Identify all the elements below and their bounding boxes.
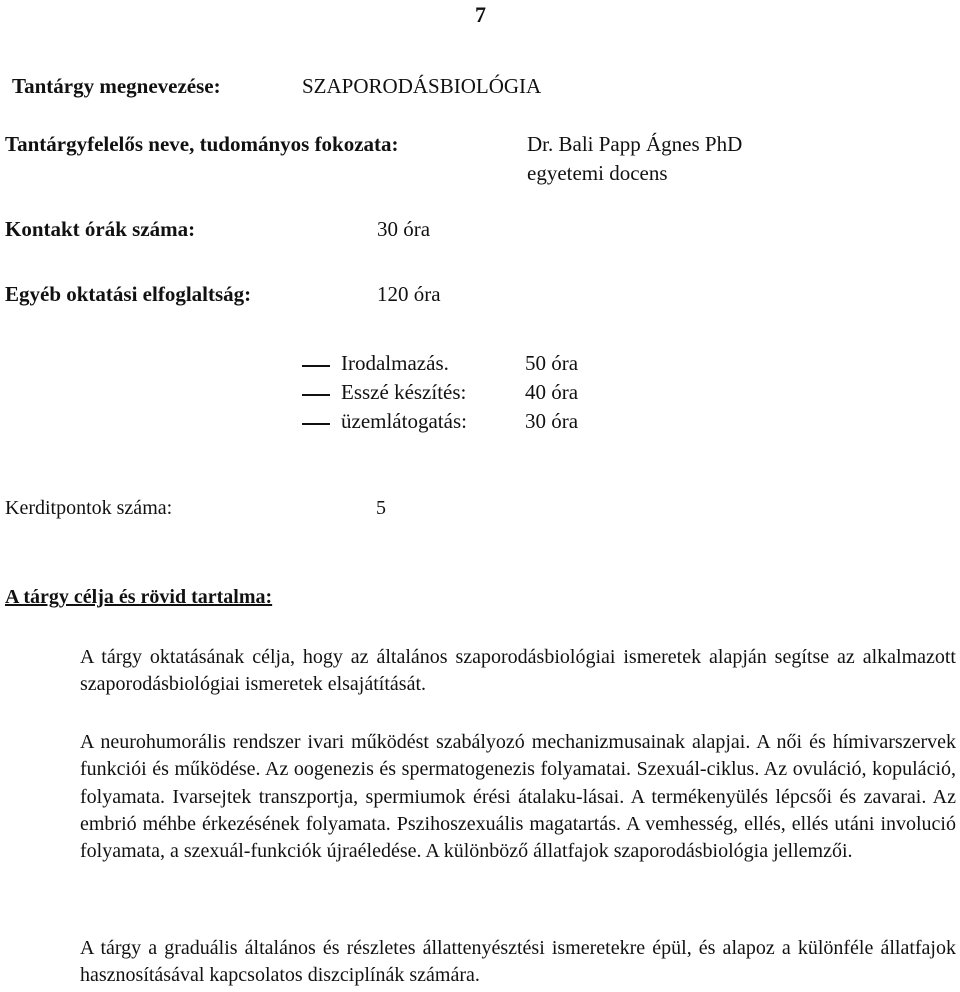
credits-label: Kerditpontok száma: [5, 497, 173, 519]
workload-item-value: 40 óra [525, 380, 579, 404]
workload-item-label: Esszé készítés: [341, 380, 467, 404]
contact-hours-value: 30 óra [377, 217, 431, 241]
paragraph-text: A tárgy oktatásának célja, hogy az általános szaporodásbiológiai ismeretek alapján segítse az alkalmazott szaporodásbiológiai ismeretek elsajátítását. [80, 646, 956, 696]
workload-item-label: Irodalmazás. [341, 351, 449, 375]
credits-value: 5 [376, 497, 386, 519]
list-dash [302, 365, 330, 367]
paragraph-goal [5, 644, 956, 699]
contact-hours-label: Kontakt órák száma: [5, 217, 196, 241]
paragraph-content [5, 729, 956, 865]
responsible-name: Dr. Bali Papp Ágnes PhD [527, 132, 743, 156]
paragraph-text: A tárgy a graduális általános és részletes állattenyésztési ismeretekre épül, és alapoz a különféle állatfajok hasznosításával kapcsolatos diszciplínák számára. [80, 937, 956, 987]
list-dash [302, 394, 330, 396]
subject-value: SZAPORODÁSBIOLÓGIA [302, 74, 542, 98]
workload-item-value: 50 óra [525, 351, 579, 375]
workload-item-label: üzemlátogatás: [341, 409, 467, 433]
section-title: A tárgy célja és rövid tartalma: [5, 586, 273, 608]
subject-label: Tantárgy megnevezése: [12, 74, 221, 98]
other-workload-label: Egyéb oktatási elfoglaltság: [5, 282, 252, 306]
page-number: 7 [475, 2, 486, 27]
list-dash [302, 423, 330, 425]
paragraph-prerequisites [5, 935, 956, 990]
paragraph-text: A neurohumorális rendszer ivari működést szabályozó mechanizmusainak alapjai. A női és hímivarszervek funkciói és működése. Az oogenezis és spermatogenezis folyamatai. Szexuál-ciklus. Az ovuláció, kopuláció, folyamata. Ivarsejtek transzportja, spermiumok érési átalaku-lásai. A termékenyülés lépcsői és zavarai. Az embrió méhbe érkezésének folyamata. Pszihoszexuális magatartás. A vemhesség, ellés, ellés utáni involució folyamata, a szexuál-funkciók újraéledése. A különböző állatfajok szaporodásbiológia jellemzői. [80, 731, 956, 863]
responsible-label: Tantárgyfelelős neve, tudományos fokozata: [5, 132, 399, 156]
responsible-title: egyetemi docens [527, 161, 668, 185]
workload-item-value: 30 óra [525, 409, 579, 433]
other-workload-value: 120 óra [377, 282, 441, 306]
